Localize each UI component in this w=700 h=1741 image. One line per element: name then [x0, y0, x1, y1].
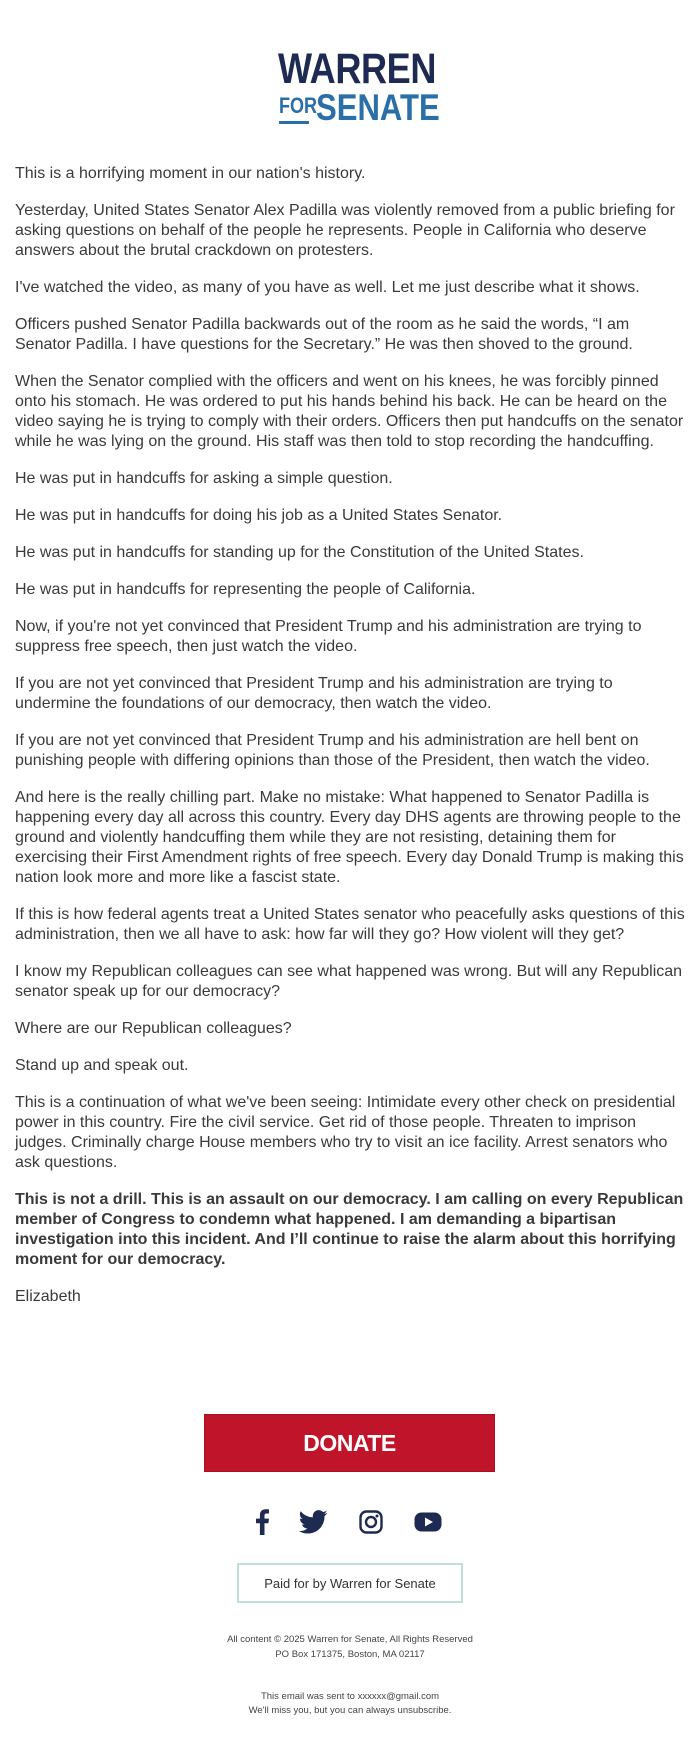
twitter-icon[interactable] [297, 1508, 329, 1536]
signature: Elizabeth [15, 1288, 81, 1305]
footer-address: PO Box 171375, Boston, MA 02117 [275, 1649, 425, 1660]
logo-underline [279, 121, 309, 124]
paragraph: This is a horrifying moment in our nation's history. [15, 165, 366, 182]
footer-sent-to: This email was sent to xxxxxx@gmail.com [260, 1691, 440, 1702]
paragraph: He was put in handcuffs for doing his job as a United States Senator. [15, 507, 503, 524]
bold-paragraph: This is not a drill. This is an assault on our democracy. I am calling on every Republican member of Congress to condemn what happened. I am demanding a bipartisan investigation into this incident. And I’ll continue to raise the alarm about this horrifying moment for our democracy. [15, 1191, 684, 1268]
paragraph: If you are not yet convinced that President Trump and his administration are trying to undermine the foundations of our democracy, then watch the video. [15, 675, 613, 712]
letter-body [15, 164, 687, 1324]
warren-for-senate-logo[interactable] [278, 45, 440, 128]
paragraph: If this is how federal agents treat a United States senator who peacefully asks questions of this administration, then we all have to ask: how far will they go? How violent will they get? [15, 906, 685, 943]
paragraph: Stand up and speak out. [15, 1057, 189, 1074]
logo-warren-text: WARREN [278, 45, 437, 93]
donate-button[interactable]: DONATE [204, 1414, 495, 1472]
unsubscribe-link[interactable]: We'll miss you, but you can always unsubscribe. [248, 1705, 452, 1716]
logo-senate-text: SENATE [316, 87, 440, 128]
paragraph: When the Senator complied with the officers and went on his knees, he was forcibly pinned onto his stomach. He was ordered to put his hands behind his back. He can be heard on the video saying he is trying to comply with their orders. Officers then put handcuffs on the senator while he was lying on the ground. His staff was then told to stop recording the handcuffing. [15, 373, 684, 450]
footer-copyright: All content © 2025 Warren for Senate, All Rights Reserved [227, 1634, 473, 1645]
paragraph: I know my Republican colleagues can see what happened was wrong. But will any Republican senator speak up for our democracy? [15, 963, 683, 1000]
paragraph: He was put in handcuffs for asking a simple question. [15, 470, 393, 487]
paragraph: This is a continuation of what we've been seeing: Intimidate every other check on presidential power in this country. Fire the civil service. Get rid of those people. Threaten to imprison judges. Criminally charge House members who try to visit an ice facility. Arrest senators who ask questions. [15, 1094, 676, 1171]
paragraph: He was put in handcuffs for representing the people of California. [15, 581, 476, 598]
paragraph: Yesterday, United States Senator Alex Padilla was violently removed from a public briefing for asking questions on behalf of the people he represents. People in California who deserve answers about the brutal crackdown on protesters. [15, 202, 675, 259]
paragraph: He was put in handcuffs for standing up for the Constitution of the United States. [15, 544, 584, 561]
paragraph: Officers pushed Senator Padilla backwards out of the room as he said the words, “I am Senator Padilla. I have questions for the Secretary.” He was then shoved to the ground. [15, 316, 633, 353]
paid-for-disclaimer: Paid for by Warren for Senate [237, 1563, 463, 1603]
paragraph: Now, if you're not yet convinced that President Trump and his administration are trying to suppress free speech, then just watch the video. [15, 618, 642, 655]
youtube-icon[interactable] [413, 1508, 443, 1536]
paragraph: Where are our Republican colleagues? [15, 1020, 292, 1037]
logo-for-text: FOR [279, 93, 318, 118]
instagram-icon[interactable] [357, 1508, 385, 1536]
facebook-icon[interactable] [248, 1508, 276, 1536]
paragraph: If you are not yet convinced that President Trump and his administration are hell bent on punishing people with differing opinions than those of the President, then watch the video. [15, 732, 650, 769]
paragraph: And here is the really chilling part. Make no mistake: What happened to Senator Padilla is happening every day all across this country. Every day DHS agents are throwing people to the ground and violently handcuffing them while they are not resisting, detaining them for exercising their First Amendment rights of free speech. Every day Donald Trump is making this nation look more and more like a fascist state. [15, 789, 684, 886]
paragraph: I've watched the video, as many of you have as well. Let me just describe what it shows. [15, 279, 640, 296]
